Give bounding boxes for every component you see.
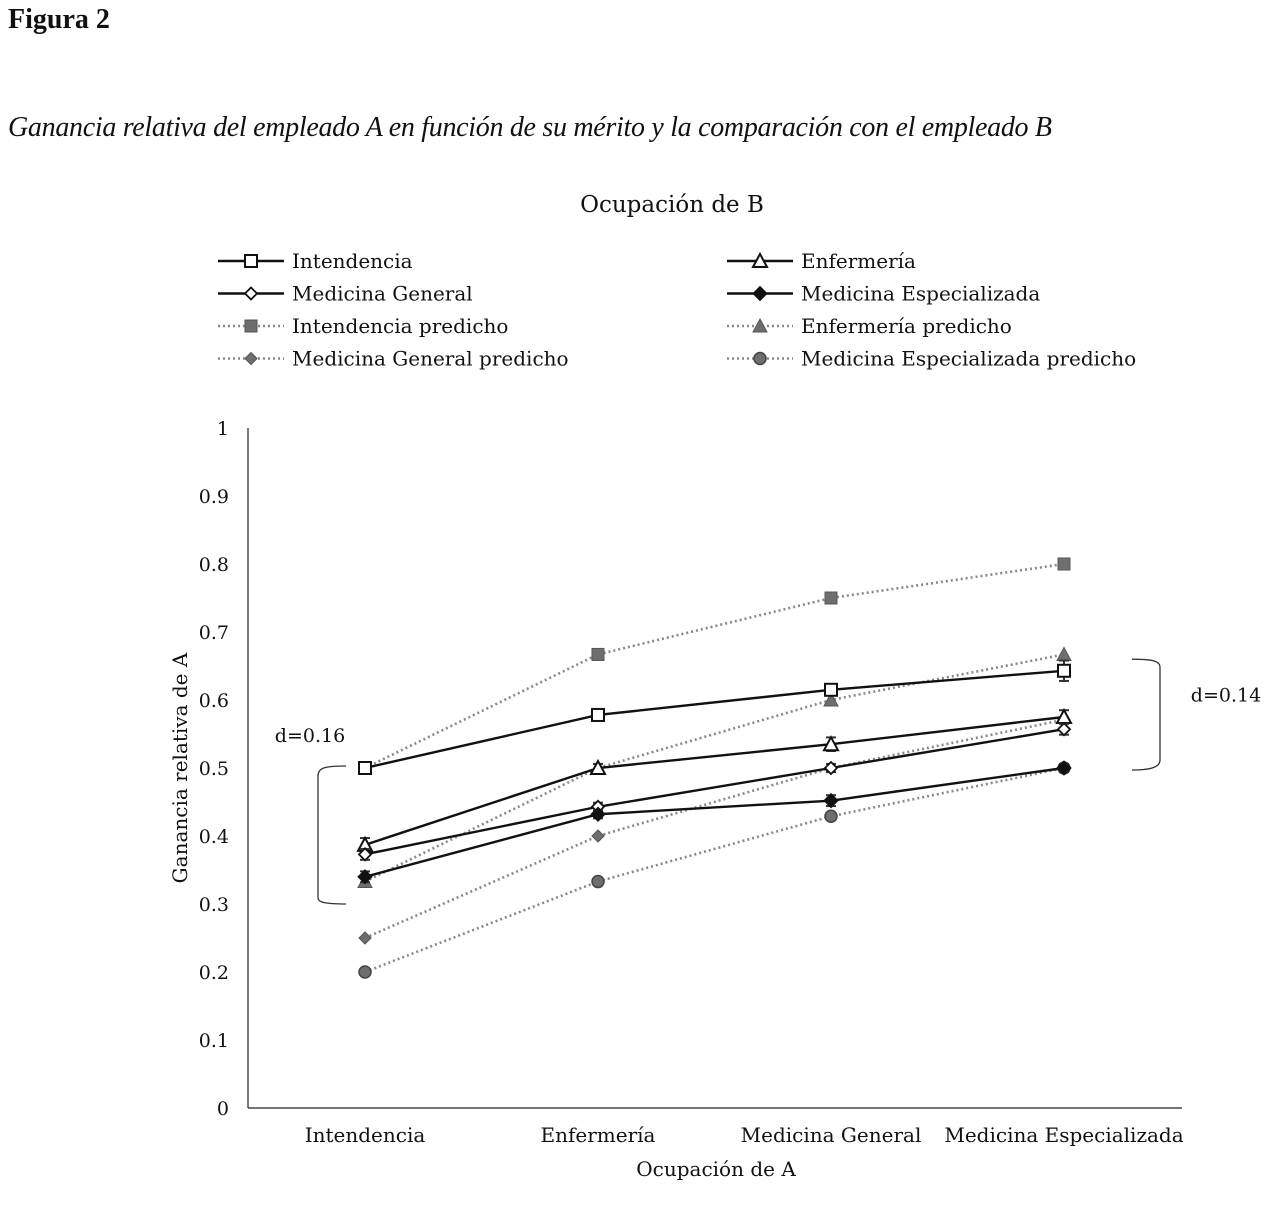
legend-marker (245, 353, 257, 365)
plot-area (199, 418, 1261, 1147)
series-medicina-general (359, 723, 1070, 860)
legend-label: Enfermería predicho (801, 314, 1012, 338)
legend-label: Medicina General (292, 281, 473, 306)
x-tick-label: Medicina Especializada (944, 1123, 1184, 1147)
figure-label: Figura 2 (8, 4, 110, 35)
legend (218, 249, 1136, 371)
legend-marker (753, 287, 767, 301)
legend-marker (245, 255, 257, 267)
series-line (365, 768, 1064, 877)
y-tick-label: 1 (216, 418, 229, 440)
figure-caption: Ganancia relativa del empleado A en función de su mérito y la comparación con el empleado B (8, 112, 1052, 143)
y-tick-label: 0.9 (198, 486, 229, 508)
y-tick-label: 0.6 (198, 690, 229, 712)
data-point (1058, 558, 1070, 570)
legend-item (727, 282, 1040, 306)
legend-marker (754, 353, 766, 365)
legend-label: Intendencia (292, 249, 413, 273)
bracket (318, 766, 346, 904)
x-tick-label: Medicina General (740, 1123, 922, 1147)
x-axis-label: Ocupación de A (636, 1157, 796, 1181)
data-point (825, 684, 837, 696)
x-tick-label: Enfermería (540, 1123, 656, 1147)
y-tick-label: 0.4 (198, 826, 229, 848)
legend-label: Medicina Especializada (801, 281, 1041, 306)
series-line (365, 768, 1064, 972)
y-tick-label: 0.2 (198, 962, 229, 984)
data-point (592, 648, 604, 660)
y-tick-label: 0.7 (198, 622, 229, 644)
legend-item (727, 249, 916, 273)
series-medicina-especializada-predicho (359, 762, 1070, 978)
series-line (365, 564, 1064, 768)
legend-marker (245, 288, 257, 300)
legend-item (218, 249, 413, 273)
data-point (359, 932, 371, 944)
legend-item (218, 282, 473, 306)
legend-label: Enfermería (801, 249, 916, 273)
legend-label: Medicina General predicho (292, 346, 569, 371)
y-tick-label: 0.1 (198, 1030, 229, 1052)
data-point (825, 592, 837, 604)
x-tick-label: Intendencia (304, 1123, 426, 1147)
legend-item (218, 314, 508, 338)
y-tick-labels (199, 418, 229, 1120)
difference-label: d=0.16 (274, 725, 346, 747)
legend-item (218, 347, 569, 371)
series-medicina-especializada (358, 761, 1071, 884)
data-point (1058, 665, 1070, 677)
data-point (359, 762, 371, 774)
series-medicina-general-predicho (359, 714, 1070, 944)
legend-item (727, 314, 1012, 338)
data-point (359, 966, 371, 978)
data-point (592, 876, 604, 888)
data-point (825, 810, 837, 822)
series-line (365, 717, 1064, 845)
predicted-series (358, 558, 1071, 978)
series-intendencia-predicho (359, 558, 1070, 774)
legend-label: Intendencia predicho (292, 314, 509, 338)
x-tick-labels (305, 1123, 1184, 1147)
legend-title: Ocupación de B (580, 192, 764, 218)
data-point (1058, 723, 1070, 735)
legend-item (727, 347, 1136, 371)
series-line (365, 729, 1064, 854)
series-enfermeria-predicho (358, 647, 1071, 887)
legend-marker (753, 319, 767, 332)
y-tick-label: 0.5 (198, 758, 229, 780)
y-tick-label: 0.8 (198, 554, 229, 576)
y-tick-label: 0 (216, 1098, 229, 1120)
data-point (1057, 647, 1071, 660)
y-axis-label: Ganancia relativa de A (168, 652, 192, 884)
data-point (592, 830, 604, 842)
difference-label: d=0.14 (1190, 684, 1262, 707)
difference-annotation (1132, 659, 1261, 770)
series-line (365, 720, 1064, 938)
series-line (365, 671, 1064, 768)
bracket (1132, 659, 1160, 770)
legend-label: Medicina Especializada predicho (801, 346, 1137, 371)
y-tick-label: 0.3 (198, 894, 229, 916)
difference-annotation (275, 725, 346, 904)
legend-marker (245, 320, 257, 332)
observed-series (358, 661, 1071, 884)
data-point (592, 709, 604, 721)
